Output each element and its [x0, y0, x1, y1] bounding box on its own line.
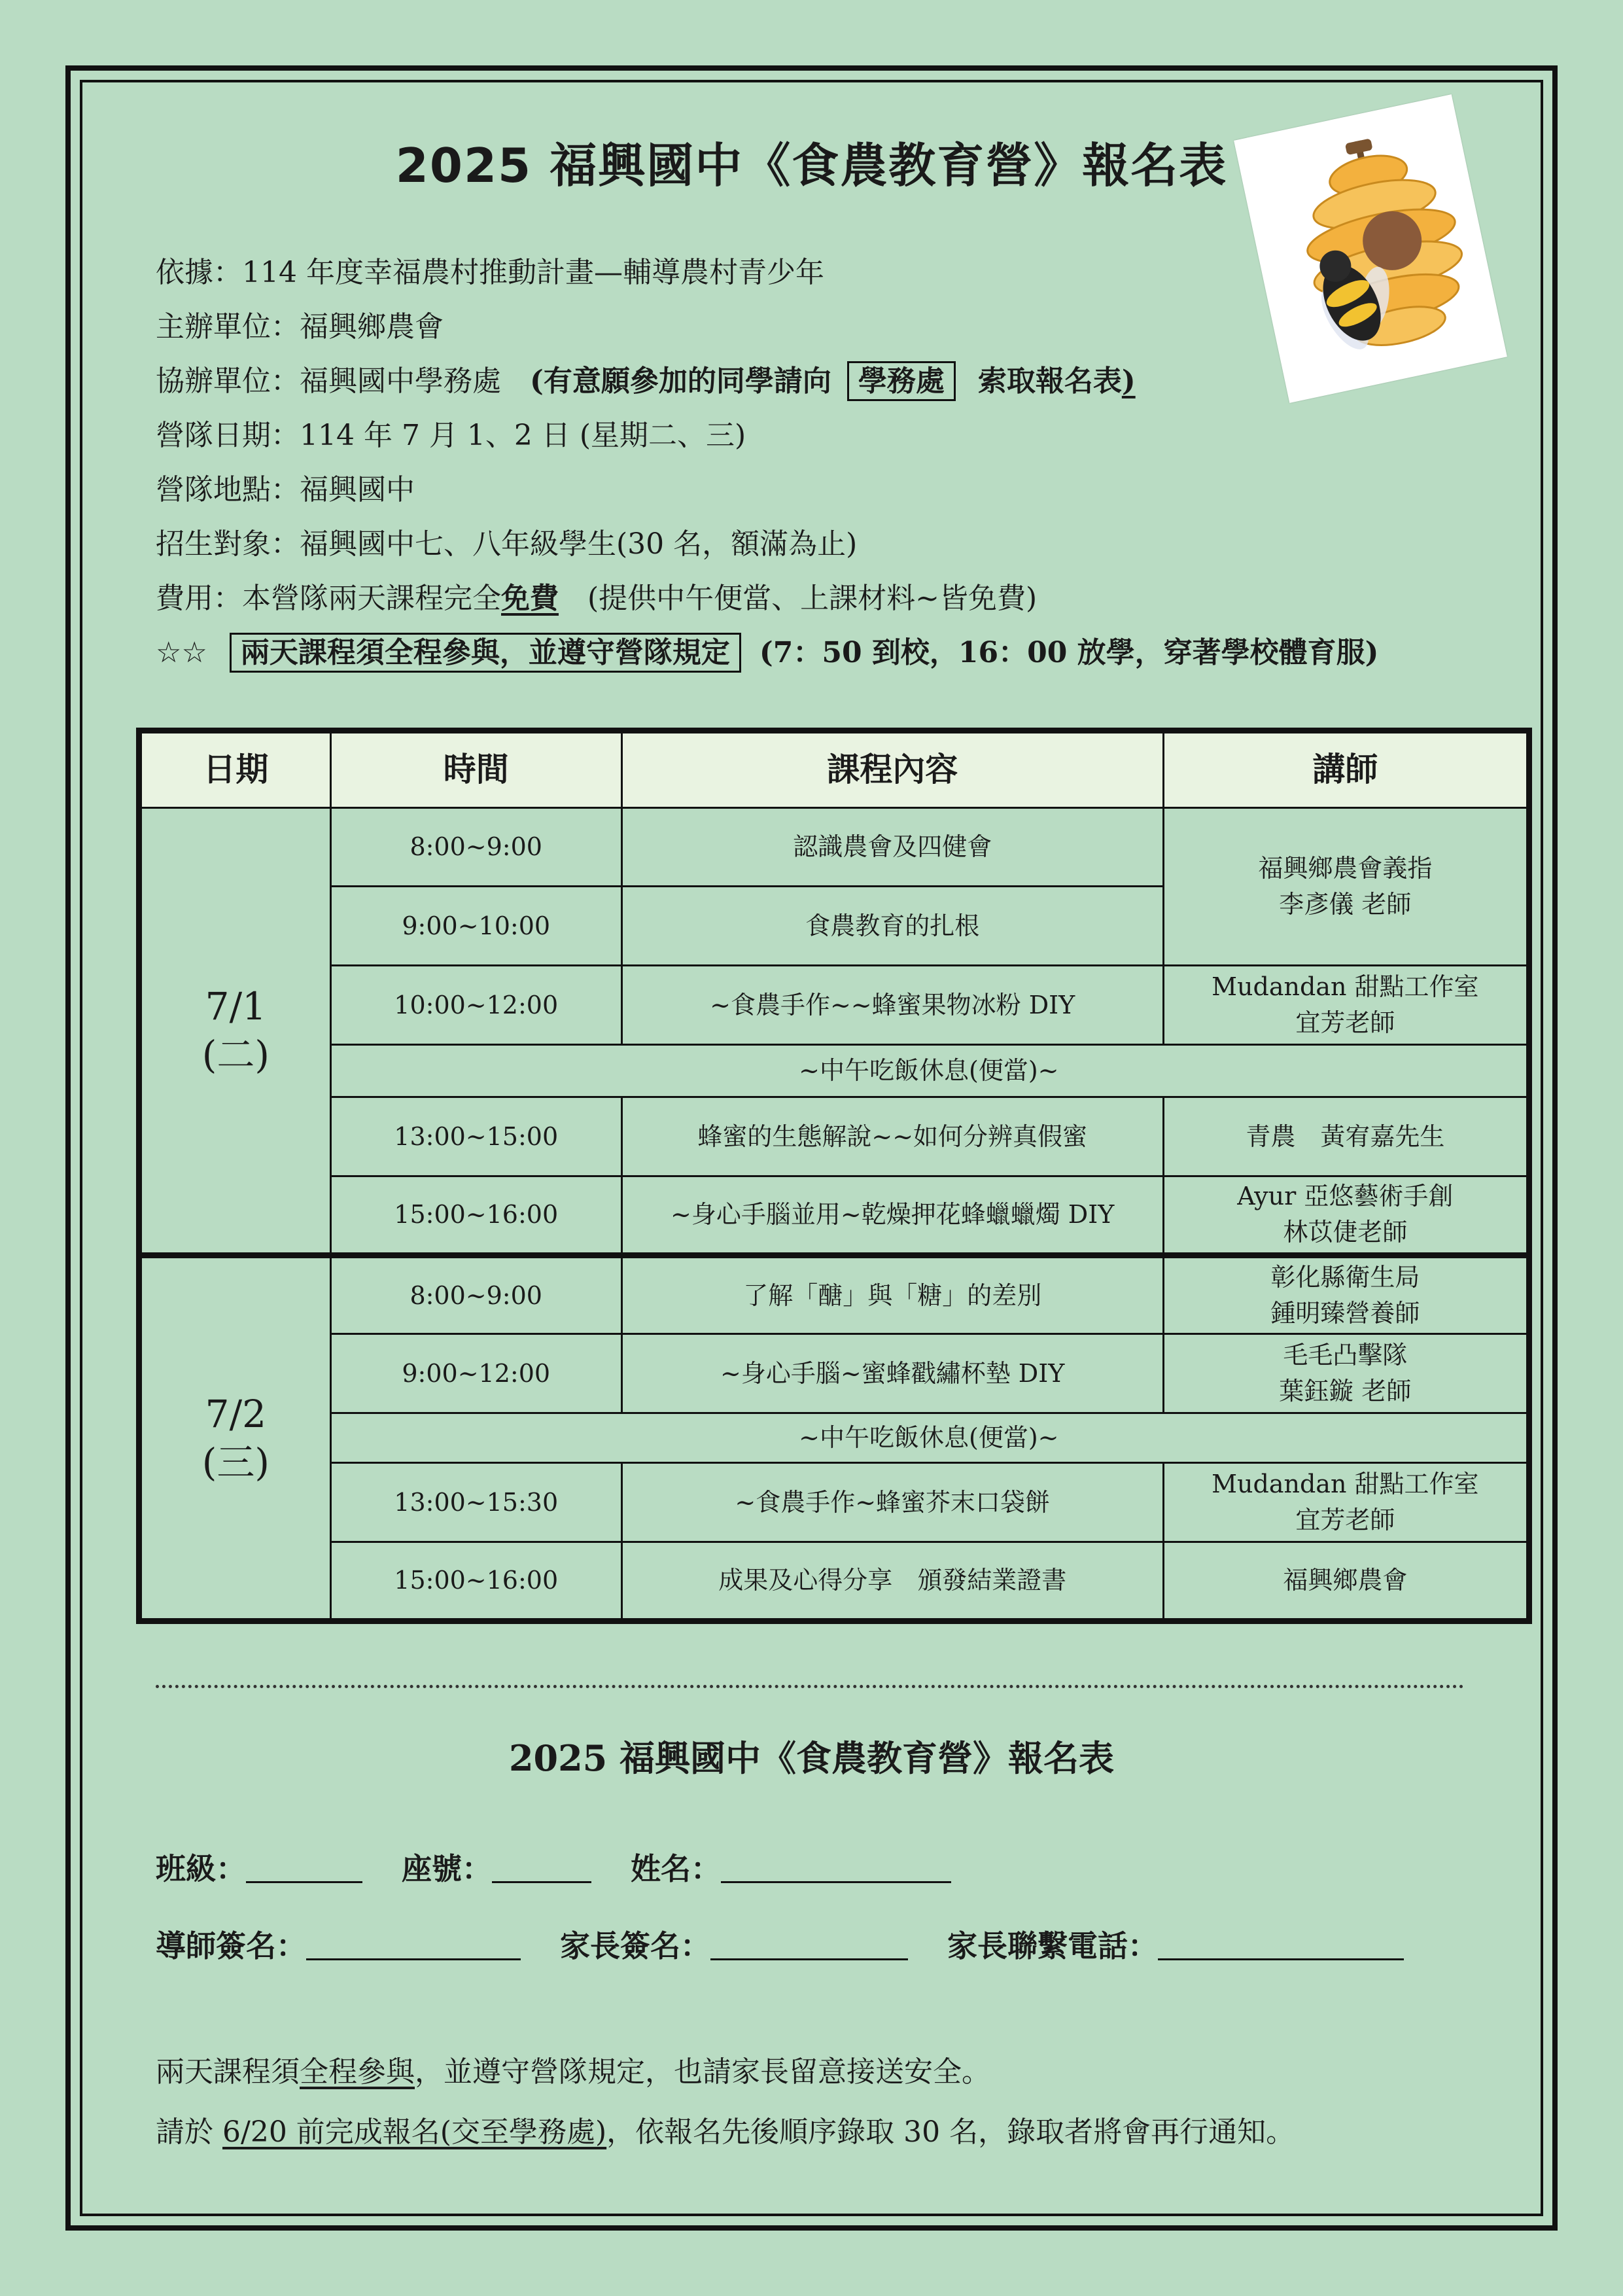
- day1-date-cell: [139, 807, 331, 1255]
- teacher-cell: [1163, 1255, 1529, 1334]
- time-cell: 9:00~12:00: [330, 1334, 621, 1413]
- rule-post: (7：50 到校，16：00 放學，穿著學校體育服): [759, 636, 1379, 669]
- note2-pre: 請於: [156, 2115, 222, 2149]
- time-cell: 13:00~15:30: [330, 1463, 621, 1542]
- lunch-row: [139, 1413, 1529, 1463]
- co-organizer-text: 協辦單位：福興國中學務處: [156, 364, 501, 398]
- teacher-line: Ayur 亞悠藝術手創: [1237, 1182, 1454, 1211]
- day2-weekday: (三): [201, 1439, 270, 1485]
- teacher-line: 李彥儀 老師: [1279, 889, 1412, 919]
- time-cell: 10:00~12:00: [330, 966, 621, 1045]
- form-row-signatures: [156, 1922, 1404, 1966]
- header-date: 日期: [139, 731, 331, 808]
- course-cell: 蜂蜜的生態解說~~如何分辨真假蜜: [621, 1097, 1163, 1176]
- table-row: [139, 966, 1529, 1045]
- info-co-organizer: [156, 354, 1562, 408]
- teacher-cell: [1163, 1334, 1529, 1413]
- table-row: [139, 1542, 1529, 1621]
- time-cell: 13:00~15:00: [330, 1097, 621, 1176]
- table-row: [139, 807, 1529, 887]
- teacher-sign-field[interactable]: [306, 1928, 521, 1960]
- page-title: 2025 福興國中《食農教育營》報名表: [395, 138, 1228, 193]
- co-note-close: ): [1121, 364, 1136, 398]
- header-course: 課程內容: [621, 731, 1163, 808]
- teacher-line: 宜芳老師: [1295, 1506, 1395, 1535]
- time-cell: 15:00~16:00: [330, 1542, 621, 1621]
- teacher-line: 林苡倢老師: [1283, 1218, 1408, 1247]
- day1-weekday: (二): [201, 1032, 270, 1077]
- table-row: [139, 1255, 1529, 1334]
- note2-post: ，依報名先後順序錄取 30 名，錄取者將會再行通知。: [606, 2115, 1295, 2149]
- teacher-cell: [1163, 1463, 1529, 1542]
- teacher-cell: 福興鄉農會: [1163, 1542, 1529, 1621]
- rule-box: 兩天課程須全程參與，並遵守營隊規定: [230, 633, 741, 673]
- note1-pre: 兩天課程須: [156, 2055, 300, 2089]
- parent-phone-label: 家長聯繫電話：: [947, 1928, 1159, 1964]
- day1-date: 7/1: [205, 983, 267, 1029]
- course-cell: ~身心手腦並用~乾燥押花蜂蠟蠟燭 DIY: [621, 1176, 1163, 1255]
- table-row: [139, 1097, 1529, 1176]
- teacher-line: Mudandan 甜點工作室: [1212, 1470, 1479, 1499]
- co-note-office-box: 學務處: [847, 361, 956, 401]
- teacher-line: 葉鈺鏇 老師: [1279, 1377, 1412, 1406]
- form-row-student: [156, 1845, 980, 1888]
- course-cell: 成果及心得分享 頒發結業證書: [621, 1542, 1163, 1621]
- stars-icon: ☆☆: [156, 636, 207, 669]
- teacher-line: 福興鄉農會義指: [1258, 853, 1433, 883]
- co-note-post: 索取報名表: [977, 364, 1122, 398]
- lunch-cell: ~中午吃飯休息(便當)~: [330, 1413, 1529, 1463]
- course-cell: 認識農會及四健會: [621, 807, 1163, 887]
- parent-phone-field[interactable]: [1158, 1928, 1404, 1960]
- name-label: 姓名：: [631, 1851, 722, 1886]
- course-cell: 了解「醣」與「糖」的差別: [621, 1255, 1163, 1334]
- teacher-line: 毛毛凸擊隊: [1283, 1341, 1408, 1370]
- course-cell: ~食農手作~~蜂蜜果物冰粉 DIY: [621, 966, 1163, 1045]
- day2-date-cell: [139, 1255, 331, 1621]
- day2-date: 7/2: [205, 1391, 267, 1436]
- note-deadline: [156, 2108, 1295, 2150]
- note-attendance: [156, 2048, 990, 2090]
- teacher-line: 彰化縣衛生局: [1270, 1263, 1420, 1292]
- class-label: 班級：: [156, 1851, 246, 1886]
- table-header-row: [139, 731, 1529, 808]
- note2-underlined: 6/20 前完成報名(交至學務處): [222, 2115, 607, 2149]
- info-basis: 依據：114 年度幸福農村推動計畫—輔導農村青少年: [156, 256, 824, 289]
- fee-pre: 費用：本營隊兩天課程完全: [156, 582, 501, 615]
- fee-post: (提供中午便當、上課材料~皆免費): [587, 582, 1038, 615]
- teacher-line: 宜芳老師: [1295, 1008, 1395, 1038]
- seat-field[interactable]: [492, 1851, 591, 1883]
- fee-free: 免費: [501, 582, 559, 615]
- note1-underlined: 全程參與: [300, 2055, 415, 2089]
- info-fee: [156, 571, 1562, 626]
- co-note-pre: (有意願參加的同學請向: [530, 364, 831, 398]
- form-title: 2025 福興國中《食農教育營》報名表: [508, 1737, 1115, 1779]
- info-organizer: 主辦單位：福興鄉農會: [156, 310, 444, 344]
- time-cell: 8:00~9:00: [330, 807, 621, 887]
- teacher-line: 鍾明臻營養師: [1270, 1299, 1420, 1328]
- course-cell: ~身心手腦~蜜蜂戳繡杯墊 DIY: [621, 1334, 1163, 1413]
- cut-line-divider: [156, 1678, 1464, 1688]
- header-time: 時間: [330, 731, 621, 808]
- schedule-table: [136, 728, 1532, 1624]
- parent-sign-field[interactable]: [710, 1928, 908, 1960]
- name-field[interactable]: [721, 1851, 951, 1883]
- camp-info: [156, 245, 1562, 680]
- info-dates: 營隊日期：114 年 7 月 1、2 日 (星期二、三): [156, 419, 746, 452]
- table-row: [139, 1463, 1529, 1542]
- time-cell: 9:00~10:00: [330, 887, 621, 966]
- info-location: 營隊地點：福興國中: [156, 473, 415, 506]
- time-cell: 15:00~16:00: [330, 1176, 621, 1255]
- teacher-cell: [1163, 1176, 1529, 1255]
- teacher-cell: 青農 黃宥嘉先生: [1163, 1097, 1529, 1176]
- info-rule: [156, 626, 1562, 680]
- time-cell: 8:00~9:00: [330, 1255, 621, 1334]
- table-row: [139, 1334, 1529, 1413]
- info-target: 招生對象：福興國中七、八年級學生(30 名，額滿為止): [156, 527, 858, 561]
- course-cell: ~食農手作~蜂蜜芥末口袋餅: [621, 1463, 1163, 1542]
- teacher-cell: [1163, 966, 1529, 1045]
- lunch-cell: ~中午吃飯休息(便當)~: [330, 1045, 1529, 1097]
- header-teacher: 講師: [1163, 731, 1529, 808]
- class-field[interactable]: [246, 1851, 362, 1883]
- lunch-row: [139, 1045, 1529, 1097]
- table-row: [139, 1176, 1529, 1255]
- note1-post: ，並遵守營隊規定，也請家長留意接送安全。: [415, 2055, 990, 2089]
- course-cell: 食農教育的扎根: [621, 887, 1163, 966]
- seat-label: 座號：: [402, 1851, 493, 1886]
- teacher-line: Mudandan 甜點工作室: [1212, 972, 1479, 1002]
- teacher-sign-label: 導師簽名：: [156, 1928, 306, 1964]
- parent-sign-label: 家長簽名：: [560, 1928, 711, 1964]
- teacher-cell: [1163, 807, 1529, 966]
